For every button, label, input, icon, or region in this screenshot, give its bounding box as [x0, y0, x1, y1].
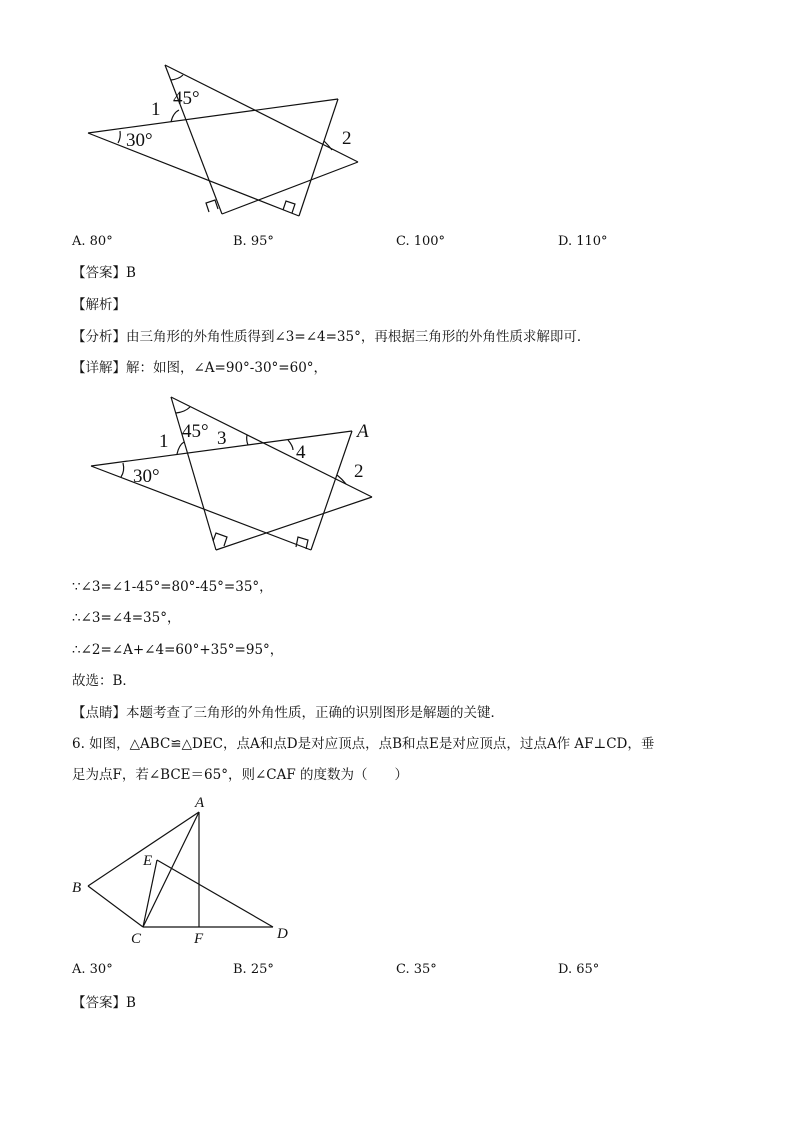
fig2-arc-3	[247, 435, 248, 445]
fig1-label-1: 1	[151, 99, 161, 120]
q6-option-d: D. 65°	[558, 962, 600, 977]
q6-question-line-1: 6. 如图，△ABC≌△DEC，点A和点D是对应顶点，点B和点E是对应顶点，过点A作 AF⊥CD，垂	[72, 736, 655, 752]
fig2-line-lower-right	[216, 497, 372, 550]
fig2-arc-30	[121, 463, 124, 477]
fig1-line-top-diag	[165, 65, 358, 162]
fig3-label-C: C	[131, 931, 142, 947]
q5-step-3: ∴∠2=∠A+∠4=60°+35°=95°，	[72, 642, 284, 658]
fig2-right-angle-left	[213, 533, 227, 546]
q6-question-line-2: 足为点F，若∠BCE＝65°，则∠CAF 的度数为（ ）	[72, 767, 409, 783]
fig2-line-lower-left	[91, 466, 311, 550]
fig1-arc-30	[118, 131, 120, 143]
q5-step-2: ∴∠3=∠4=35°，	[72, 610, 181, 626]
q5-option-a: A. 80°	[72, 234, 113, 249]
fig3-label-E: E	[143, 853, 153, 869]
fig2-arc-4	[288, 440, 293, 450]
fig1-right-angle-right	[283, 201, 295, 213]
fig3-line-BC	[88, 886, 143, 927]
fig2-label-30: 30°	[133, 466, 160, 487]
fig2-line-left-long	[171, 397, 216, 550]
q5-analysis-heading: 【解析】	[72, 297, 126, 313]
q5-option-c: C. 100°	[396, 234, 446, 249]
q5-fenxi: 【分析】由三角形的外角性质得到∠3=∠4=35°，再根据三角形的外角性质求解即可．	[72, 329, 591, 345]
fig1-line-lower-left	[88, 133, 299, 216]
fig2-label-4: 4	[296, 442, 306, 463]
fig1-arc-45	[171, 75, 183, 80]
fig2-label-1: 1	[159, 431, 169, 452]
q5-figure-2	[85, 390, 385, 560]
fig2-label-3: 3	[217, 428, 227, 449]
q6-figure	[68, 792, 308, 952]
fig1-label-2: 2	[342, 128, 352, 149]
fig1-label-30: 30°	[126, 130, 153, 151]
fig2-arc-1	[177, 442, 184, 454]
fig1-right-angle-left	[206, 200, 218, 212]
fig1-label-45: 45°	[173, 88, 200, 109]
fig1-line-lower-right	[222, 162, 358, 214]
fig1-line-upper	[88, 99, 338, 133]
fig3-line-AC	[143, 812, 199, 927]
q5-step-4: 故选：B．	[72, 673, 136, 689]
fig3-line-CE	[143, 860, 157, 927]
fig2-label-2: 2	[354, 461, 364, 482]
fig2-arc-2	[337, 475, 346, 484]
fig3-label-D: D	[277, 926, 288, 942]
q6-option-a: A. 30°	[72, 962, 113, 977]
q5-step-1: ∵∠3=∠1-45°=80°-45°=35°，	[72, 579, 273, 595]
fig2-label-45: 45°	[182, 421, 209, 442]
q5-option-b: B. 95°	[233, 234, 274, 249]
fig2-line-right	[311, 431, 352, 550]
q5-xiangjie: 【详解】解：如图，∠A=90°-30°=60°，	[72, 360, 328, 376]
q5-dianjing: 【点睛】本题考查了三角形的外角性质，正确的识别图形是解题的关键．	[72, 705, 504, 721]
fig3-label-B: B	[72, 880, 82, 896]
q6-option-b: B. 25°	[233, 962, 274, 977]
fig3-line-ED	[157, 860, 273, 927]
q5-figure-1	[80, 60, 380, 225]
fig2-line-top-diag	[171, 397, 372, 497]
q6-answer: 【答案】B	[72, 995, 136, 1011]
fig2-label-A: A	[357, 421, 369, 442]
fig3-label-A: A	[195, 795, 205, 811]
fig3-label-F: F	[194, 931, 204, 947]
fig2-arc-45	[176, 407, 190, 413]
q6-option-c: C. 35°	[396, 962, 437, 977]
q5-option-d: D. 110°	[558, 234, 608, 249]
fig1-line-right	[299, 99, 338, 216]
q5-answer: 【答案】B	[72, 265, 136, 281]
